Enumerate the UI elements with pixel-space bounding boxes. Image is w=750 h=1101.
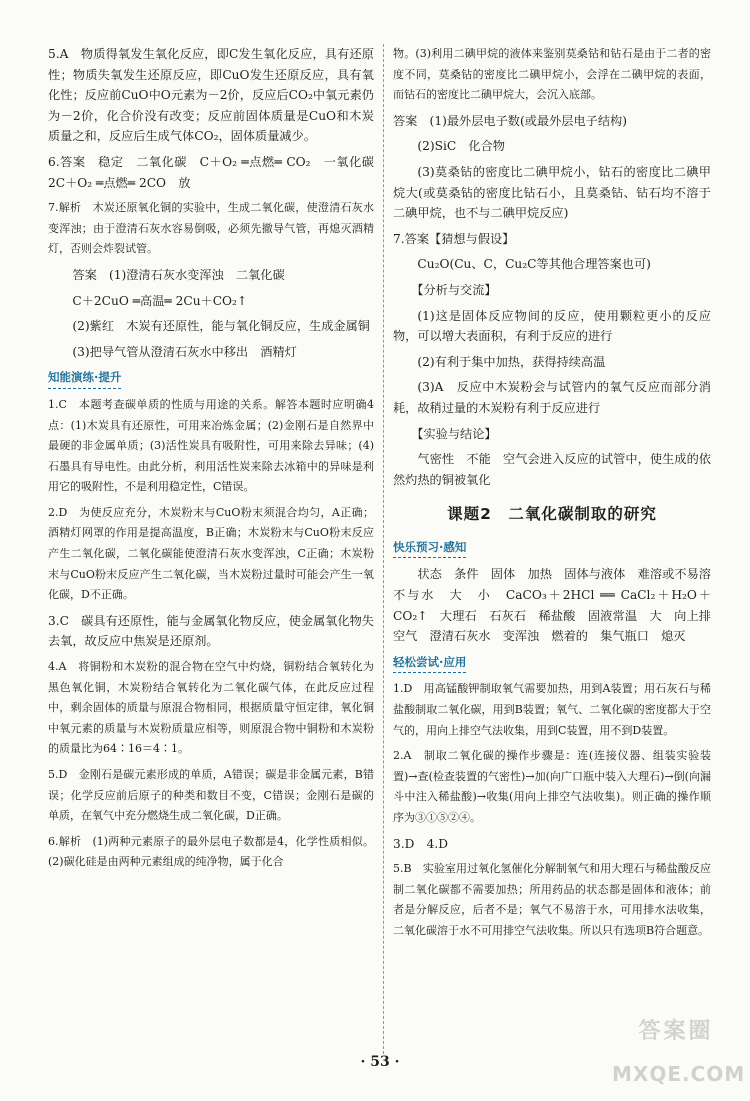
answer-paragraph: (2)有利于集中加热，获得持续高温 (417, 354, 606, 369)
answer-paragraph: C＋2CuO ═高温═ 2Cu＋CO₂↑ (72, 293, 248, 308)
answer-paragraph: 状态 条件 固体 加热 固体与液体 难溶或不易溶 不与水 大 小 CaCO₃＋2HCl ══ CaCl₂＋H₂O＋CO₂↑ 大理石 石灰石 稀盐酸 固液常温 大 向上排空气 澄清石灰水 变浑浊 燃着的 集气瓶口 熄灭 (393, 567, 724, 644)
answer-paragraph: 5.D 金刚石是碳元素形成的单质，A错误；碳是非金属元素，B错误；化学反应前后原子的种类和数目不变，C错误；金刚石是碳的单质，在氧气中充分燃烧生成二氧化碳，D正确。 (48, 768, 374, 823)
answer-paragraph: 2.D 为使反应充分，木炭粉末与CuO粉末须混合均匀，A正确；酒精灯网罩的作用是提高温度，B正确；木炭粉末与CuO粉末反应产生二氧化碳，二氧化碳能使澄清石灰水变浑浊，C正确；木炭粉末与CuO粉末反应产生二氧化碳，当木炭粉过量时可能会产生一氧化碳，D不正确。 (48, 505, 374, 602)
watermark-logo (612, 1019, 746, 1094)
page-number: · 53 · (360, 1054, 400, 1070)
answer-paragraph: (3)A 反应中木炭粉会与试管内的氧气反应而部分消耗，故稍过量的木炭粉有利于反应进行 (393, 380, 711, 415)
section-heading (48, 367, 374, 389)
right-column (393, 44, 724, 947)
answer-paragraph: Cu₂O(Cu、C，Cu₂C等其他合理答案也可) (417, 257, 651, 272)
answer-paragraph: 答案 (1)最外层电子数(或最外层电子结构) (393, 113, 627, 128)
answer-paragraph: 3.D 4.D (393, 836, 448, 851)
answer-paragraph: (3)把导气管从澄清石灰水中移出 酒精灯 (72, 344, 297, 359)
lesson-title: 课题2 二氧化碳制取的研究 (447, 505, 657, 524)
watermark-url: MXQE.COM (612, 1062, 746, 1086)
left-column (48, 44, 387, 878)
section-heading (393, 652, 711, 674)
answer-paragraph: 2.A 制取二氧化碳的操作步骤是：连(连接仪器、组装实验装置)→查(检查装置的气密性)→加(向广口瓶中装入大理石)→倒(向漏斗中注入稀盐酸)→收集(用向上排空气法收集)。则正确的操作顺序为③①⑤②④。 (393, 749, 711, 824)
section-heading-label: 知能演练·提升 (48, 367, 121, 389)
answer-paragraph: 【分析与交流】 (411, 282, 497, 297)
answer-paragraph: 6.答案 稳定 二氧化碳 C＋O₂ ═点燃═ CO₂ 一氧化碳 2C＋O₂ ═点燃═ 2CO 放 (48, 154, 387, 190)
watermark-text: 答案圈 (638, 1019, 714, 1044)
section-heading (393, 537, 711, 559)
answer-paragraph: 4.A 将铜粉和木炭粉的混合物在空气中灼烧，铜粉结合氧转化为黑色氧化铜，木炭粉结合氧转化为二氧化碳气体，在此反应过程中，剩余固体的质量与原混合物相同，根据质量守恒定律，氧化铜中氧元素的质量与木炭粉质量应相等，则原混合物中铜粉和木炭粉的质量比为64∶16＝4∶1。 (48, 660, 374, 756)
section-heading-label: 快乐预习·感知 (393, 537, 466, 559)
answer-paragraph: 【实验与结论】 (411, 426, 497, 441)
answer-paragraph: 1.D 用高锰酸钾制取氧气需要加热，用到A装置；用石灰石与稀盐酸制取二氧化碳，用到B装置；氧气、二氧化碳的密度都大于空气的，用向上排空气法收集，用到C装置，用不到D装置。 (393, 682, 711, 737)
answer-paragraph: 7.解析 木炭还原氧化铜的实验中，生成二氧化碳，使澄清石灰水变浑浊；由于澄清石灰水容易倒吸，必须先撤导气管，再熄灭酒精灯，否则会炸裂试管。 (48, 201, 374, 256)
answer-paragraph: 3.C 碳具有还原性，能与金属氧化物反应，使金属氧化物失去氧，故反应中焦炭是还原剂。 (48, 613, 374, 649)
section-heading-label: 轻松尝试·应用 (393, 652, 466, 674)
answer-paragraph: 物。(3)利用二碘甲烷的液体来鉴别莫桑钻和钻石是由于二者的密度不同，莫桑钻的密度比二碘甲烷小，会浮在二碘甲烷的表面，而钻石的密度比二碘甲烷大，会沉入底部。 (393, 47, 711, 102)
answer-paragraph: (2)紫红 木炭有还原性，能与氧化铜反应，生成金属铜 (72, 319, 370, 334)
answer-paragraph: 1.C 本题考查碳单质的性质与用途的关系。解答本题时应明确4点：(1)木炭具有还原性，可用来冶炼金属；(2)金刚石是自然界中最硬的非金属单质；(3)活性炭具有吸附性，可用来除去异味；(4)石墨具有导电性。由此分析，利用活性炭来除去冰箱中的异味是利用它的吸附性，不是利用稳定性，C错误。 (48, 397, 374, 494)
answer-paragraph: (3)莫桑钻的密度比二碘甲烷小，钻石的密度比二碘甲烷大(或莫桑钻的密度比钻石小，且莫桑钻、钻石均不溶于二碘甲烷，也不与二碘甲烷反应) (393, 164, 711, 221)
answer-paragraph: 5.A 物质得氧发生氧化反应，即C发生氧化反应，具有还原性；物质失氧发生还原反应，即CuO发生还原反应，具有氧化性；反应前CuO中O元素为－2价，反应后CO₂中氧元素仍为－2价，化合价没有改变；反应前固体质量是CuO和木炭质量之和，反应后生成气体CO₂，固体质量减少。 (48, 47, 374, 144)
answer-paragraph: (2)SiC 化合物 (417, 139, 505, 154)
answer-paragraph: 气密性 不能 空气会进入反应的试管中，使生成的依然灼热的铜被氧化 (393, 452, 711, 487)
column-divider (383, 44, 384, 1054)
answer-paragraph: 答案 (1)澄清石灰水变浑浊 二氧化碳 (72, 267, 285, 282)
answer-paragraph: 5.B 实验室用过氧化氢催化分解制氧气和用大理石与稀盐酸反应制二氧化碳都不需要加热；所用药品的状态都是固体和液体；前者是分解反应，后者不是；氧气不易溶于水，可用排水法收集，二氧化碳溶于水不可用排空气法收集。所以只有选项B符合题意。 (393, 862, 711, 937)
answer-paragraph: (1)这是固体反应物间的反应，使用颗粒更小的反应物，可以增大表面积，有利于反应的进行 (393, 308, 711, 344)
answer-paragraph: 6.解析 (1)两种元素原子的最外层电子数都是4，化学性质相似。(2)碳化硅是由两种元素组成的纯净物，属于化合 (48, 834, 374, 869)
answer-paragraph: 7.答案【猜想与假设】 (393, 231, 515, 246)
